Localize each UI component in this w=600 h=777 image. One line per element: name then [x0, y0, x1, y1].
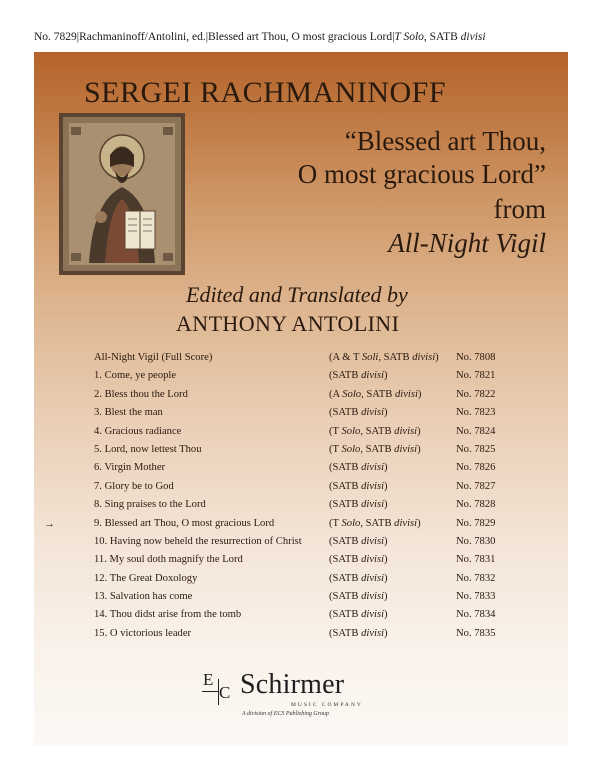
catalog-number: No. 7835	[456, 627, 496, 639]
title-line-1: “Blessed art Thou,	[344, 126, 546, 156]
voicing-part: (SATB	[329, 609, 362, 621]
catalog-number: No. 7830	[456, 535, 496, 547]
piece-title: 12. The Great Doxology	[94, 572, 198, 584]
catalog-number: No. 7832	[456, 572, 496, 584]
piece-title: 15. O victorious leader	[94, 627, 192, 639]
voicing-part: (SATB	[329, 554, 362, 566]
voicing-part: )	[384, 572, 388, 584]
voicing-part: (A & T	[329, 352, 362, 363]
voicing-part: divisi	[361, 480, 385, 492]
catalog-number: No. 7822	[456, 388, 496, 400]
voicing-part: divisi	[361, 407, 385, 419]
voicing-part: )	[384, 535, 388, 547]
catalog-info: No. 7829|Rachmaninoff/Antolini, ed.|Blessed art Thou, O most gracious Lord|	[34, 31, 395, 43]
mark-e: E	[203, 670, 214, 689]
voicing-part: , SATB	[378, 352, 413, 363]
piece-voicing	[329, 536, 388, 547]
catalog-number: No. 7821	[456, 370, 496, 382]
catalog-number: No. 7824	[456, 425, 496, 437]
voicing-part: divisi	[394, 388, 418, 400]
voicing-part: , SATB	[361, 388, 395, 400]
catalog-number: No. 7825	[456, 443, 496, 455]
piece-title: 3. Blest the man	[94, 407, 163, 419]
piece-title: 6. Virgin Mother	[94, 462, 166, 474]
contents-row	[34, 352, 568, 370]
voicing-solo: T Solo	[394, 31, 424, 43]
voicing-part: Solo	[341, 425, 361, 437]
piece-title: 8. Sing praises to the Lord	[94, 499, 206, 511]
catalog-number: No. 7826	[456, 462, 496, 474]
voicing-part: )	[384, 499, 388, 511]
piece-voicing	[329, 609, 388, 620]
catalog-number: No. 7834	[456, 609, 496, 621]
piece-title: 2. Bless thou the Lord	[94, 388, 188, 400]
catalog-number: No. 7808	[456, 352, 496, 363]
catalog-number: No. 7823	[456, 407, 496, 419]
voicing-part: (SATB	[329, 499, 362, 511]
catalog-number: No. 7827	[456, 480, 496, 492]
voicing-part: )	[384, 627, 388, 639]
contents-row	[34, 389, 568, 407]
piece-voicing	[329, 573, 388, 584]
piece-voicing	[329, 481, 388, 492]
voicing-part: (A	[329, 388, 343, 400]
contents-row	[34, 481, 568, 499]
contents-row	[34, 609, 568, 627]
contents-row	[34, 518, 568, 536]
contents-row	[34, 554, 568, 572]
contents-row	[34, 407, 568, 425]
piece-voicing	[329, 628, 388, 639]
voicing-part: divisi	[412, 352, 436, 363]
title-line-2: O most gracious Lord”	[297, 159, 546, 189]
voicing-part: (T	[329, 425, 342, 437]
piece-voicing	[329, 444, 421, 455]
voicing-divisi: divisi	[460, 31, 486, 43]
voicing-part: )	[384, 609, 388, 621]
piece-title: All-Night Vigil (Full Score)	[94, 352, 213, 363]
voicing-part: divisi	[361, 591, 385, 603]
voicing-part: (T	[329, 517, 342, 529]
voicing-rest: , SATB	[423, 31, 461, 43]
current-arrow-icon: →	[44, 517, 55, 530]
catalog-header-line	[34, 31, 574, 43]
piece-title: 14. Thou didst arise from the tomb	[94, 609, 242, 621]
piece-title: 13. Salvation has come	[94, 591, 193, 603]
christ-pantocrator-icon	[59, 113, 185, 275]
piece-title: 10. Having now beheld the resurrection of Christ	[94, 535, 302, 547]
piece-voicing	[329, 426, 421, 437]
voicing-part: (SATB	[329, 370, 362, 382]
voicing-part: )	[417, 517, 421, 529]
piece-title: 1. Come, ye people	[94, 370, 177, 382]
score-cover	[34, 52, 568, 746]
piece-voicing	[329, 370, 388, 381]
publisher-name: Schirmer	[240, 669, 345, 700]
ecs-mark-icon	[202, 669, 240, 707]
contents-row	[34, 370, 568, 388]
voicing-part: Solo	[341, 517, 361, 529]
voicing-part: divisi	[361, 462, 385, 474]
piece-voicing	[329, 462, 388, 473]
piece-voicing	[329, 389, 421, 400]
voicing-part: divisi	[361, 554, 385, 566]
voicing-part: divisi	[361, 535, 385, 547]
voicing-part: Solo	[341, 443, 361, 455]
contents-row	[34, 499, 568, 517]
voicing-part: (T	[329, 443, 342, 455]
voicing-part: divisi	[361, 370, 385, 382]
voicing-part: , SATB	[360, 443, 395, 455]
publisher-division: A division of ECS Publishing Group	[242, 711, 329, 717]
piece-voicing	[329, 518, 421, 529]
catalog-number: No. 7831	[456, 554, 496, 566]
editor-name: ANTHONY ANTOLINI	[176, 311, 400, 336]
publisher-logo	[202, 669, 422, 725]
voicing-part: divisi	[394, 425, 418, 437]
composer-name: SERGEI RACHMANINOFF	[84, 76, 447, 109]
catalog-number: No. 7828	[456, 499, 496, 511]
voicing-part: )	[384, 370, 388, 382]
piece-title: 11. My soul doth magnify the Lord	[94, 554, 243, 566]
voicing-part: divisi	[394, 443, 418, 455]
piece-voicing	[329, 407, 388, 418]
voicing-part: )	[384, 462, 388, 474]
voicing-part: )	[417, 443, 421, 455]
voicing-part: divisi	[361, 627, 385, 639]
voicing-part: )	[384, 407, 388, 419]
voicing-part: (SATB	[329, 591, 362, 603]
voicing-part: )	[384, 554, 388, 566]
voicing-part: divisi	[361, 572, 385, 584]
voicing-part: , SATB	[360, 425, 395, 437]
contents-row	[34, 426, 568, 444]
piece-title: 7. Glory be to God	[94, 480, 174, 492]
voicing-part: (SATB	[329, 480, 362, 492]
voicing-part: Solo	[342, 388, 362, 400]
contents-row	[34, 462, 568, 480]
piece-title: 4. Gracious radiance	[94, 425, 182, 437]
publisher-subtitle: MUSIC COMPANY	[291, 702, 363, 708]
voicing-part: , SATB	[360, 517, 395, 529]
contents-row	[34, 573, 568, 591]
contents-row	[34, 628, 568, 646]
contents-list	[34, 352, 568, 646]
contents-row	[34, 444, 568, 462]
voicing-part: (SATB	[329, 407, 362, 419]
voicing-part: )	[384, 480, 388, 492]
piece-title: 9. Blessed art Thou, O most gracious Lord	[94, 517, 275, 529]
piece-voicing	[329, 554, 388, 565]
voicing-part: )	[417, 425, 421, 437]
piece-voicing	[329, 352, 439, 363]
catalog-number: No. 7833	[456, 591, 496, 603]
voicing-part: (SATB	[329, 535, 362, 547]
piece-voicing	[329, 591, 388, 602]
title-line-3: from	[493, 194, 546, 224]
voicing-part: Soli	[361, 352, 379, 363]
voicing-part: )	[384, 591, 388, 603]
contents-row	[34, 591, 568, 609]
voicing-part: (SATB	[329, 627, 362, 639]
voicing-part: divisi	[361, 499, 385, 511]
piece-voicing	[329, 499, 388, 510]
voicing-part: (SATB	[329, 462, 362, 474]
voicing-part: )	[417, 388, 422, 400]
piece-title: 5. Lord, now lettest Thou	[94, 443, 202, 455]
contents-row	[34, 536, 568, 554]
voicing-part: divisi	[394, 517, 418, 529]
edited-label: Edited and Translated by	[186, 282, 408, 307]
voicing-part: divisi	[361, 609, 385, 621]
catalog-number: No. 7829	[456, 517, 496, 529]
voicing-part: )	[435, 352, 439, 363]
mark-c: C	[219, 683, 231, 702]
title-line-4: All-Night Vigil	[388, 228, 546, 258]
voicing-part: (SATB	[329, 572, 362, 584]
